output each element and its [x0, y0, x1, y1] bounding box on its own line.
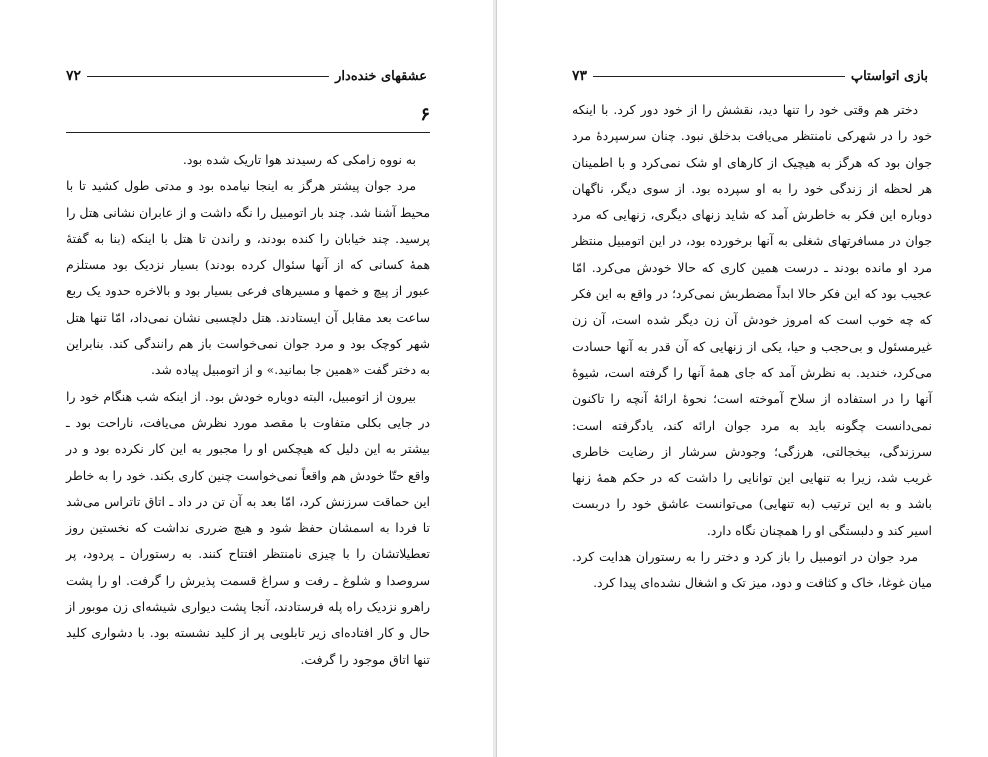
page-number: ۷۲: [66, 68, 82, 84]
chapter-rule: [66, 132, 430, 133]
chapter-number: ۶: [420, 104, 430, 125]
header-rule: [87, 76, 329, 77]
right-page: [496, 0, 988, 757]
paragraph: مرد جوان پیشتر هرگز به اینجا نیامده بود و مدتی طول کشید تا با محیط آشنا شد. چند بار اتومبیل را نگه داشت و از عابران نشانی هتل را پرسید. چند خیابان را کنده بودند، و راندن تا هتل با اینکه (بنا به گفتهٔ همهٔ کسانی که از آنها سئوال کرده بودند) بسیار نزدیک بود مستلزم عبور از پیچ و خمها و مسیرهای فرعی بسیار بود و بالاخره حدود یک ربع ساعت بعد مقابل آن ایستادند. هتل دلچسبی نشان نمی‌داد، امّا تنها هتل شهر کوچک بود و مرد جوان نمی‌خواست باز هم رانندگی کند. بنابراین به دختر گفت «همین جا بمانید.» و از اتومبیل پیاده شد.: [66, 178, 430, 378]
body-text: [572, 97, 932, 597]
paragraph: بیرون از اتومبیل، البته دوباره خودش بود. از اینکه شب هنگام خود را در جایی بکلی متفاوت با مقصد مورد نظرش می‌یافت، ناراحت بود ـ بیشتر به این دلیل که هیچکس او را مجبور به این کار نکرده بود و در واقع حتّا خودش هم واقعاً نمی‌خواست چنین کاری بکند. خود را به خاطر این حماقت سرزنش کرد، امّا بعد به آن تن در داد ـ اتاق تاتراس می‌شد تا فردا به اسمشان حفظ شود و هیچ ضرری نداشت که نخستین روز تعطیلاتشان را با چیزی نامنتظر افتتاح کنند. به رستوران ـ پردود، پر سروصدا و شلوغ ـ رفت و سراغ قسمت پذیرش را گرفت. او را پشت راهرو نزدیک راه پله فرستادند، آنجا پشت دیواری شیشه‌ای زن موبور از حال و کار افتاده‌ای زیر تابلویی پر از کلید نشسته بود. با دشواری کلید تنها اتاق موجود را گرفت.: [66, 388, 430, 667]
paragraph: به نووه زامکی که رسیدند هوا تاریک شده بود.: [182, 152, 416, 167]
running-head-right: [572, 66, 928, 86]
paragraph: مرد جوان در اتومبیل را باز کرد و دختر را به رستوران هدایت کرد. میان غوغا، خاک و کثافت و دود، میز تک و اشغال نشده‌ای پیدا کرد.: [572, 549, 932, 591]
body-text: [66, 147, 430, 673]
running-head-left: [66, 66, 427, 86]
page-number: ۷۳: [572, 68, 588, 84]
paragraph: دختر هم وقتی خود را تنها دید، نقشش را از خود دور کرد. با اینکه خود را در شهرکی نامنتظر می‌یافت بدخلق نبود. چنان سرسپردهٔ مرد جوان بود که هرگز به هیچیک از کارهای او شک نمی‌کرد و با اطمینان هر لحظه از زندگی خود را به او سپرده بود. از سوی دیگر، ناگهان دوباره این فکر به خاطرش آمد که شاید زنهای دیگری، زنهایی که مرد جوان در مسافرتهای شغلی به آنها برخورده بود، در این اتومبیل منتظر مرد او مانده بودند ـ درست همین کاری که حالا خودش می‌کرد. امّا عجیب بود که این فکر حالا ابداً مضطربش نمی‌کرد؛ در واقع به این فکر که چه خوب است که امروز خودش آن زن دیگر شده است، آن زن غیرمسئول و بی‌حجب و حیا، یکی از زنهایی که آن قدر به آنها حسادت می‌کرد، خندید. به نظرش آمد که جای همهٔ آنها را گرفته است، شیوهٔ آنها را در استفاده از سلاح آموخته است؛ نحوهٔ ارائهٔ آنچه را تاکنون نمی‌دانست چگونه باید به مرد جوان ارائه کند، یادگرفته است: سرزندگی، بیخجالتی، هرزگی؛ وجودش سرشار از رضایت خاطری غریب شد، زیرا به تنهایی این توانایی را داشت که در حکم همهٔ زنها باشد و به این ترتیب (به تنهایی) می‌توانست عاشق خود را دربست اسیر کند و دلبستگی او را همچنان نگاه دارد.: [572, 102, 932, 538]
book-title: عشقهای خنده‌دار: [335, 68, 427, 84]
header-rule: [593, 76, 845, 77]
book-title: بازی اتواستاپ: [850, 68, 928, 84]
